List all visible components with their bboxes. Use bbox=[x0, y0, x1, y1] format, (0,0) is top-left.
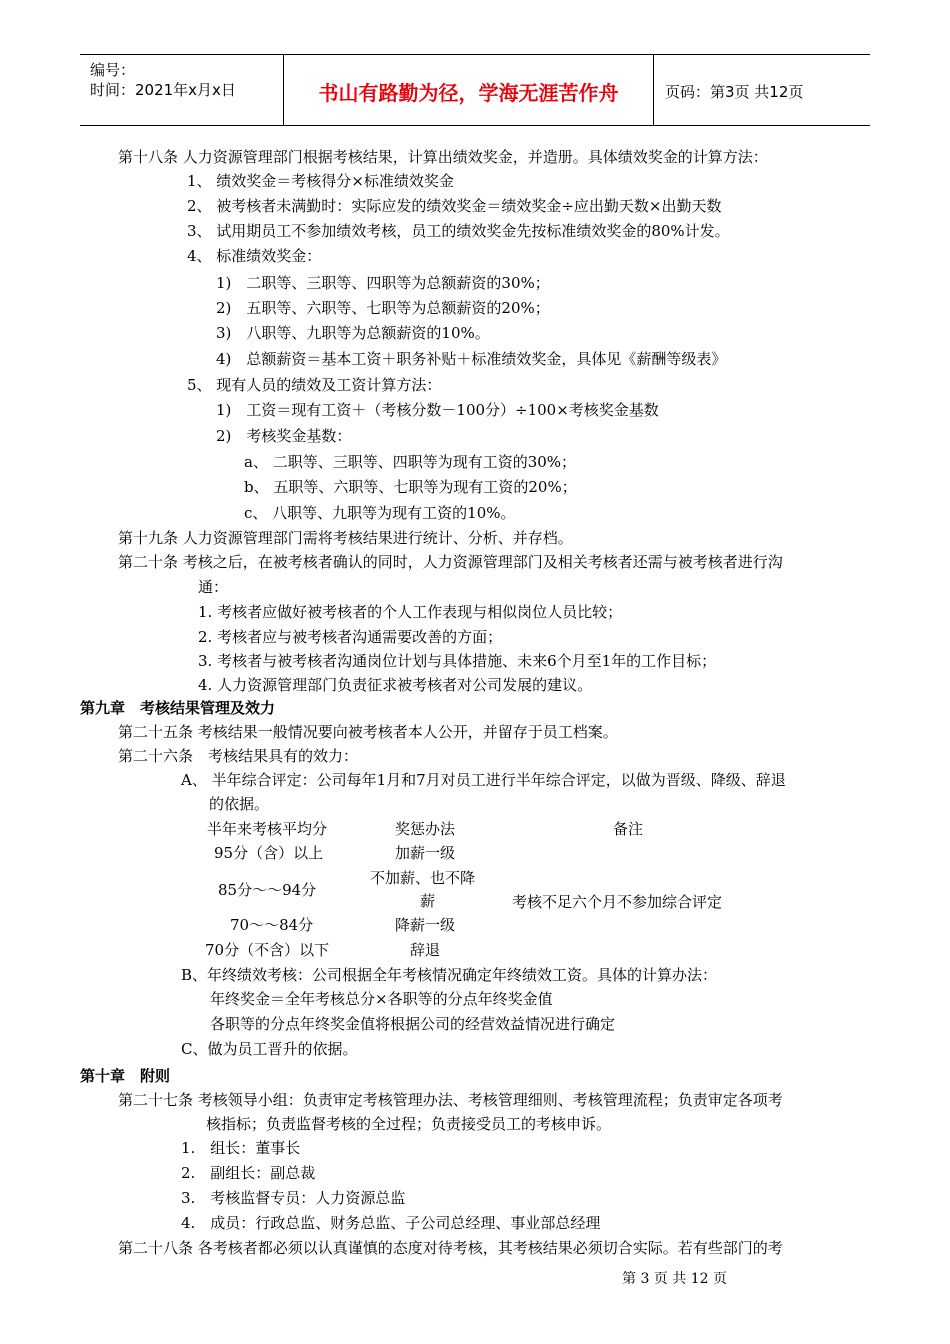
article-26: 第二十六条 考核结果具有的效力： bbox=[118, 747, 359, 765]
list-item-continuation: 的依据。 bbox=[209, 795, 270, 813]
list-item: 2、 被考核者未满勤时：实际应发的绩效奖金＝绩效奖金÷应出勤天数×出勤天数 bbox=[187, 197, 722, 215]
table-cell: 85分～～94分 bbox=[218, 881, 317, 899]
list-item: 3. 考核监督专员：人力资源总监 bbox=[181, 1189, 406, 1207]
list-item: c、 八职等、九职等为现有工资的10%。 bbox=[244, 504, 516, 522]
header-page-number: 页码：第3页 共12页 bbox=[665, 83, 804, 101]
article-25: 第二十五条 考核结果一般情况要向被考核者本人公开，并留存于员工档案。 bbox=[118, 723, 618, 741]
article-28: 第二十八条 各考核者都必须以认真谨慎的态度对待考核，其考核结果必须切合实际。若有些部门的考 bbox=[118, 1239, 783, 1257]
article-27: 第二十七条 考核领导小组：负责审定考核管理办法、考核管理细则、考核管理流程；负责审定各项考 bbox=[118, 1091, 783, 1109]
list-item: C、做为员工晋升的依据。 bbox=[181, 1040, 358, 1058]
list-item: 1) 工资＝现有工资＋（考核分数－100分）÷100×考核奖金基数 bbox=[216, 401, 659, 419]
table-cell: 不加薪、也不降 bbox=[370, 869, 476, 887]
list-item: 2) 考核奖金基数： bbox=[216, 427, 352, 445]
list-item: B、年终绩效考核：公司根据全年考核情况确定年终绩效工资。具体的计算办法： bbox=[181, 966, 718, 984]
header-divider bbox=[653, 55, 654, 125]
article-20-continuation: 通： bbox=[198, 578, 229, 596]
article-18: 第十八条 人力资源管理部门根据考核结果，计算出绩效奖金，并造册。具体绩效奖金的计算方法： bbox=[118, 148, 768, 166]
list-item: a、 二职等、三职等、四职等为现有工资的30%； bbox=[244, 453, 577, 471]
list-item: 4、 标准绩效奖金： bbox=[187, 247, 322, 265]
list-item: 1、 绩效奖金＝考核得分×标准绩效奖金 bbox=[187, 172, 454, 190]
list-item: 5、 现有人员的绩效及工资计算方法： bbox=[187, 376, 442, 394]
list-item: 1. 组长：董事长 bbox=[181, 1139, 301, 1157]
chapter-9-heading: 第九章 考核结果管理及效力 bbox=[80, 699, 276, 717]
table-cell: 降薪一级 bbox=[395, 916, 456, 934]
page-header bbox=[80, 54, 870, 126]
table-cell: 薪 bbox=[420, 892, 436, 910]
article-19: 第十九条 人力资源管理部门需将考核结果进行统计、分析、并存档。 bbox=[118, 529, 573, 547]
list-item: 4) 总额薪资＝基本工资＋职务补贴＋标准绩效奖金，具体见《薪酬等级表》 bbox=[216, 350, 727, 368]
article-27-continuation: 核指标；负责监督考核的全过程；负责接受员工的考核申诉。 bbox=[206, 1115, 612, 1133]
header-meta bbox=[90, 60, 236, 100]
list-item: 2. 副组长：副总裁 bbox=[181, 1164, 316, 1182]
page-footer: 第 3 页 共 12 页 bbox=[622, 1271, 727, 1287]
list-item: 1. 考核者应做好被考核者的个人工作表现与相似岗位人员比较； bbox=[198, 603, 623, 621]
document-time: 时间：2021年x月x日 bbox=[90, 81, 236, 99]
table-header-cell: 奖惩办法 bbox=[395, 820, 456, 838]
list-item: 2. 考核者应与被考核者沟通需要改善的方面； bbox=[198, 628, 503, 646]
article-20: 第二十条 考核之后，在被考核者确认的同时，人力资源管理部门及相关考核者还需与被考核者进行沟 bbox=[118, 553, 783, 571]
list-item: 2) 五职等、六职等、七职等为总额薪资的20%； bbox=[216, 299, 550, 317]
list-item: 1) 二职等、三职等、四职等为总额薪资的30%； bbox=[216, 274, 550, 292]
table-cell: 70分（不含）以下 bbox=[205, 941, 330, 959]
table-cell: 考核不足六个月不参加综合评定 bbox=[512, 893, 723, 911]
list-item-continuation: 年终奖金＝全年考核总分×各职等的分点年终奖金值 bbox=[210, 990, 553, 1008]
chapter-10-heading: 第十章 附则 bbox=[80, 1067, 171, 1085]
table-cell: 辞退 bbox=[410, 941, 441, 959]
list-item: 3. 考核者与被考核者沟通岗位计划与具体措施、未来6个月至1年的工作目标； bbox=[198, 652, 717, 670]
list-item: 3、 试用期员工不参加绩效考核，员工的绩效奖金先按标准绩效奖金的80%计发。 bbox=[187, 222, 730, 240]
table-cell: 95分（含）以上 bbox=[214, 844, 324, 862]
header-motto: 书山有路勤为径，学海无涯苦作舟 bbox=[318, 81, 619, 105]
list-item: 4. 人力资源管理部门负责征求被考核者对公司发展的建议。 bbox=[198, 676, 593, 694]
table-header-cell: 半年来考核平均分 bbox=[207, 820, 328, 838]
table-cell: 加薪一级 bbox=[395, 844, 456, 862]
list-item: 4. 成员：行政总监、财务总监、子公司总经理、事业部总经理 bbox=[181, 1214, 601, 1232]
list-item-continuation: 各职等的分点年终奖金值将根据公司的经营效益情况进行确定 bbox=[210, 1015, 616, 1033]
table-cell: 70～～84分 bbox=[230, 916, 314, 934]
table-header-cell: 备注 bbox=[613, 820, 644, 838]
list-item: 3) 八职等、九职等为总额薪资的10%。 bbox=[216, 324, 490, 342]
document-number: 编号： bbox=[90, 61, 136, 79]
list-item: b、 五职等、六职等、七职等为现有工资的20%； bbox=[244, 478, 577, 496]
list-item: A、 半年综合评定：公司每年1月和7月对员工进行半年综合评定，以做为晋级、降级、辞退 bbox=[181, 771, 786, 789]
